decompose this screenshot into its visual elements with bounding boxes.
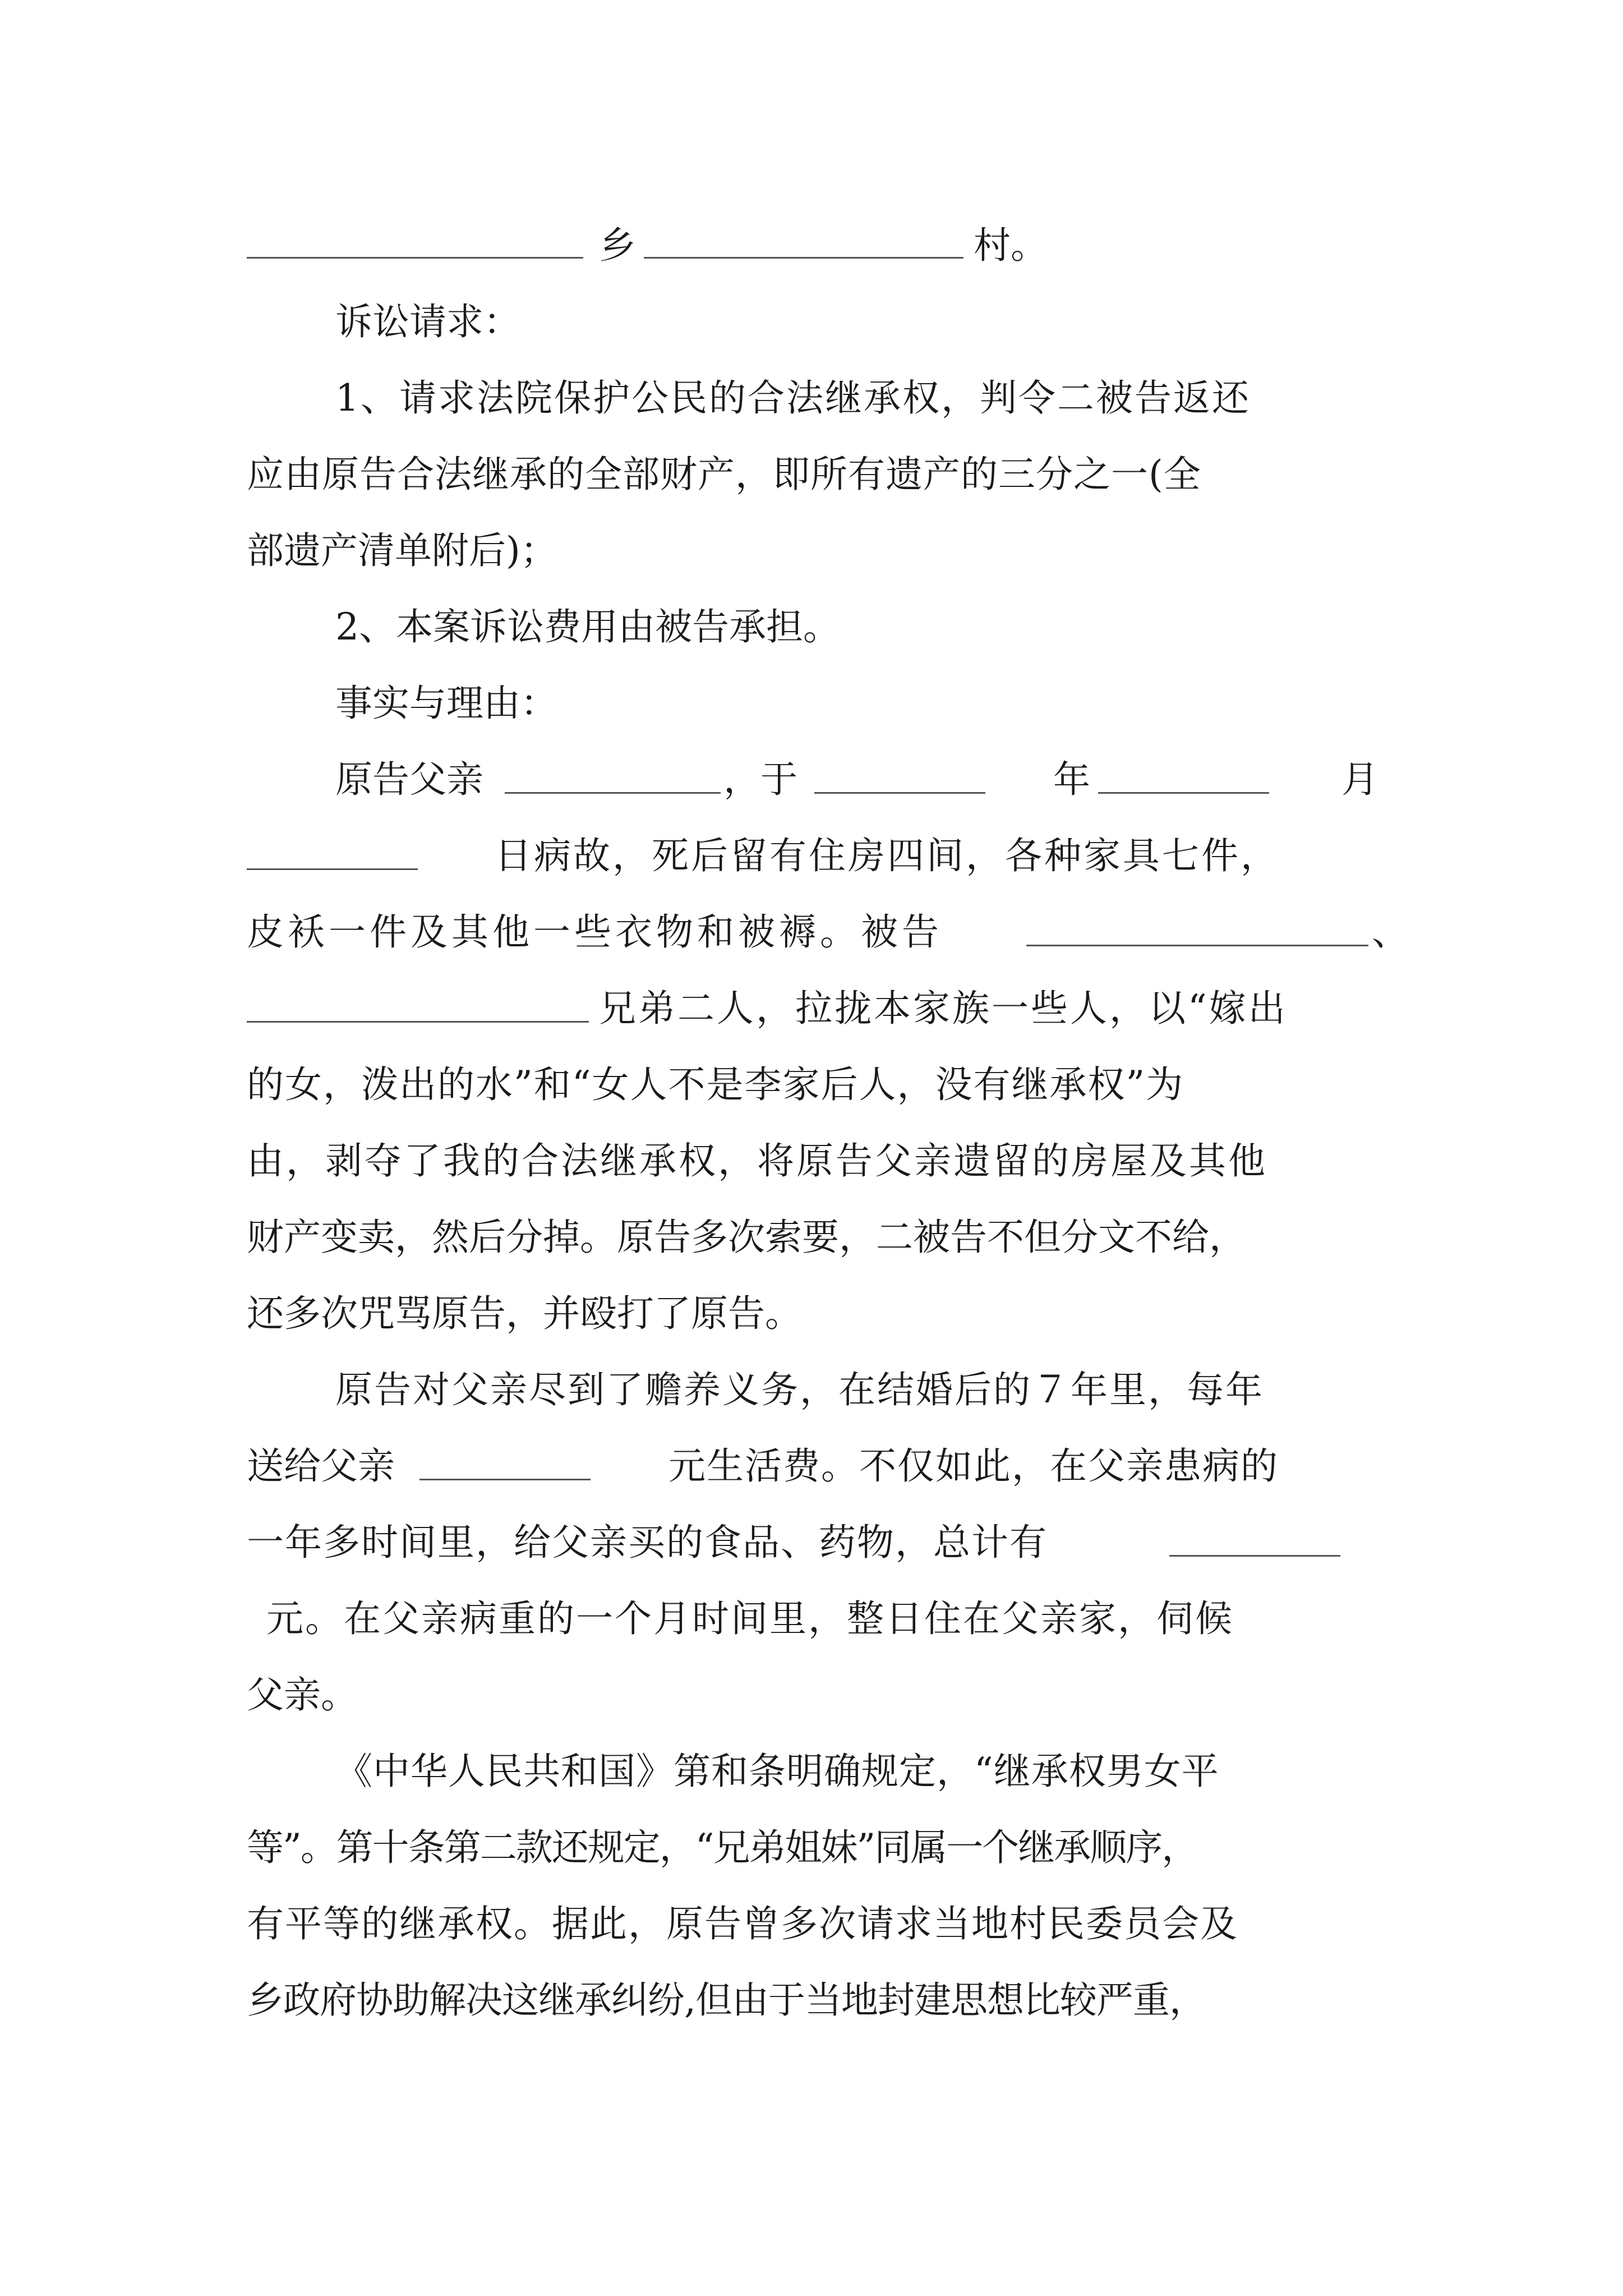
- blank-day[interactable]: [247, 868, 418, 870]
- text-line-19: 元。在父亲病重的一个月时间里，整日住在父亲家，伺候: [266, 1597, 1234, 1640]
- text-line-10a: 皮袄一件及其他一些衣物和被褥。被告: [247, 910, 943, 954]
- text-line-10b: 、: [1372, 910, 1409, 954]
- text-line-14: 财产变卖，然后分掉。原告多次索要，二被告不但分文不给，: [247, 1216, 1246, 1259]
- text-line-01b: 村。: [974, 224, 1048, 267]
- blank-month[interactable]: [1098, 792, 1269, 794]
- text-line-20: 父亲。: [247, 1673, 358, 1717]
- text-line-08c: 年: [1053, 758, 1090, 801]
- text-line-12: 的女，泼出的水”和“女人不是李家后人，没有继承权”为: [247, 1063, 1184, 1106]
- text-line-22: 等”。第十条第二款还规定，“兄弟姐妹”同属一个继承顺序，: [247, 1826, 1198, 1869]
- text-line-08a: 原告父亲: [335, 758, 483, 801]
- text-line-05: 部遗产清单附后)；: [247, 529, 557, 572]
- text-line-18: 一年多时间里，给父亲买的食品、药物，总计有: [247, 1521, 1048, 1564]
- blank-medical-total[interactable]: [1169, 1555, 1340, 1557]
- text-line-24: 乡政府协助解决这继承纠纷,但由于当地封建思想比较严重，: [247, 1978, 1206, 2022]
- text-line-09: 日病故，死后留有住房四间，各种家具七件，: [495, 834, 1280, 877]
- heading-facts: 事实与理由：: [335, 682, 557, 725]
- blank-defendant-1[interactable]: [1026, 945, 1368, 946]
- text-line-13: 由，剥夺了我的合法继承权，将原告父亲遗留的房屋及其他: [247, 1139, 1267, 1182]
- text-line-16: 原告对父亲尽到了赡养义务，在结婚后的７年里，每年: [335, 1368, 1264, 1411]
- blank-township[interactable]: [247, 257, 583, 259]
- text-line-08b: ，于: [723, 758, 797, 801]
- text-line-17b: 元生活费。不仅如此，在父亲患病的: [668, 1444, 1279, 1488]
- text-line-04: 应由原告合法继承的全部财产，即所有遗产的三分之一(全: [247, 453, 1201, 496]
- blank-defendant-2[interactable]: [247, 1021, 589, 1023]
- text-line-17a: 送给父亲: [247, 1444, 395, 1488]
- text-line-21: 《中华人民共和国》第和条明确规定，“继承权男女平: [335, 1750, 1219, 1793]
- text-line-06: 2、本案诉讼费用由被告承担。: [335, 605, 840, 648]
- text-line-01a: 乡: [599, 224, 636, 267]
- text-line-23: 有平等的继承权。据此，原告曾多次请求当地村民委员会及: [247, 1902, 1238, 1945]
- blank-living-expense[interactable]: [419, 1479, 591, 1480]
- blank-father-name[interactable]: [505, 792, 721, 794]
- blank-year[interactable]: [814, 792, 985, 794]
- heading-claims: 诉讼请求：: [335, 300, 520, 343]
- text-line-11: 兄弟二人，拉拢本家族一些人，以“嫁出: [599, 987, 1288, 1030]
- blank-village[interactable]: [644, 257, 963, 259]
- text-line-03: 1、请求法院保护公民的合法继承权，判令二被告返还: [335, 376, 1251, 420]
- text-line-08d: 月: [1341, 758, 1378, 801]
- text-line-15: 还多次咒骂原告，并殴打了原告。: [247, 1292, 802, 1335]
